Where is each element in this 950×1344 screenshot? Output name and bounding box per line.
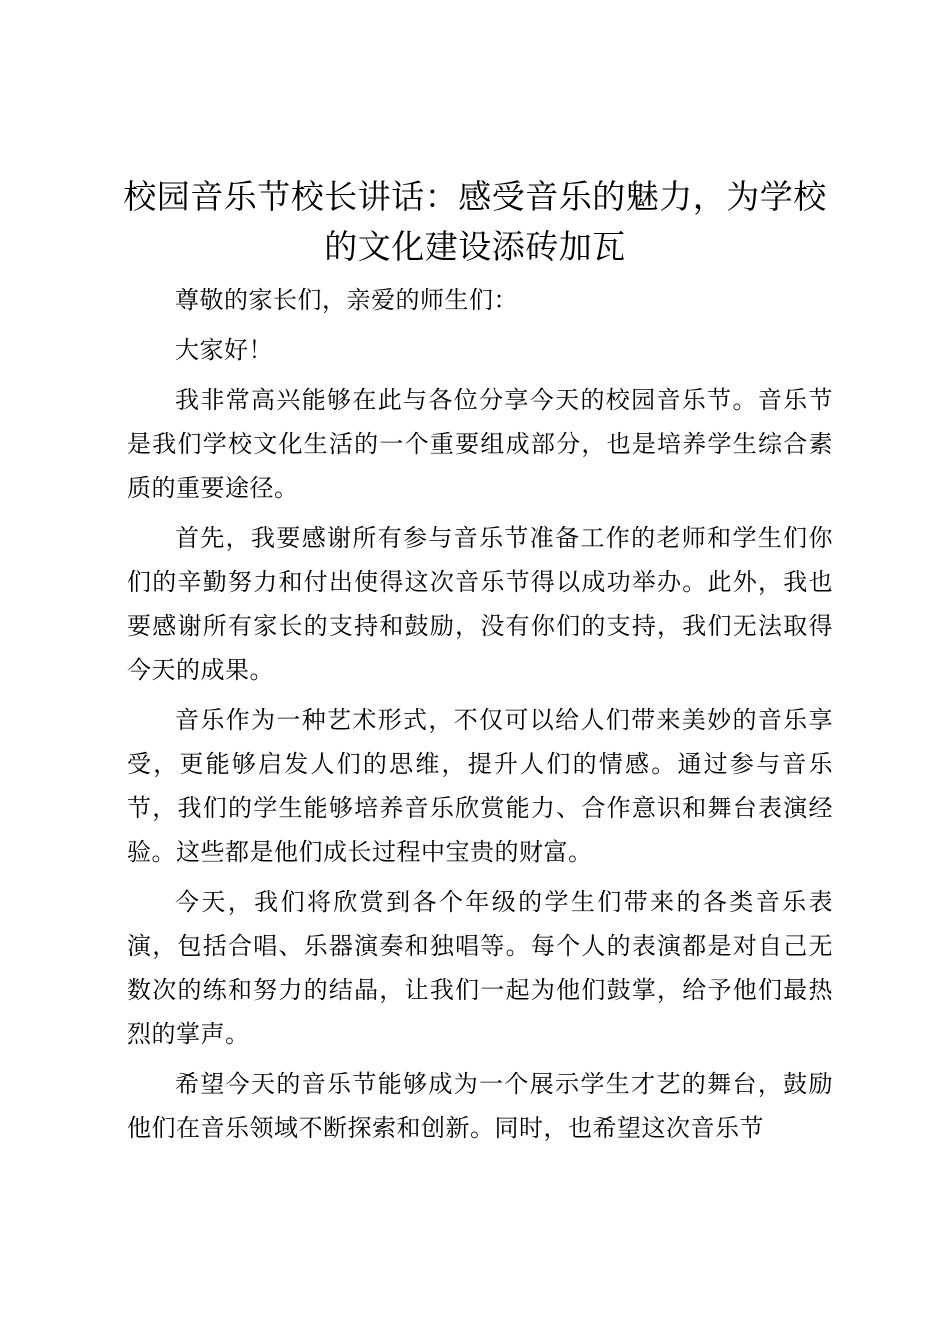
body-paragraph: 今天，我们将欣赏到各个年级的学生们带来的各类音乐表演，包括合唱、乐器演奏和独唱等。每个人的表演都是对自己无数次的练和努力的结晶，让我们一起为他们鼓掌，给予他们最热烈的掌声。 — [127, 888, 833, 1048]
body-paragraph: 音乐作为一种艺术形式，不仅可以给人们带来美妙的音乐享受，更能够启发人们的思维，提升人们的情感。通过参与音乐节，我们的学生能够培养音乐欣赏能力、合作意识和舞台表演经验。这些都是他们成长过程中宝贵的财富。 — [127, 706, 833, 866]
body-paragraph: 首先，我要感谢所有参与音乐节准备工作的老师和学生们你们的辛勤努力和付出使得这次音乐节得以成功举办。此外，我也要感谢所有家长的支持和鼓励，没有你们的支持，我们无法取得今天的成果。 — [127, 524, 833, 684]
document-body — [127, 278, 833, 1156]
document-title: 校园音乐节校长讲话：感受音乐的魅力，为学校的文化建设添砖加瓦 — [123, 177, 827, 266]
salutation-line: 大家好！ — [175, 336, 273, 364]
body-paragraph: 我非常高兴能够在此与各位分享今天的校园音乐节。音乐节是我们学校文化生活的一个重要组成部分，也是培养学生综合素质的重要途径。 — [127, 386, 833, 502]
greeting-line: 尊敬的家长们，亲爱的师生们： — [175, 286, 518, 314]
body-paragraph: 希望今天的音乐节能够成为一个展示学生才艺的舞台，鼓励他们在音乐领域不断探索和创新。同时，也希望这次音乐节 — [127, 1070, 833, 1142]
